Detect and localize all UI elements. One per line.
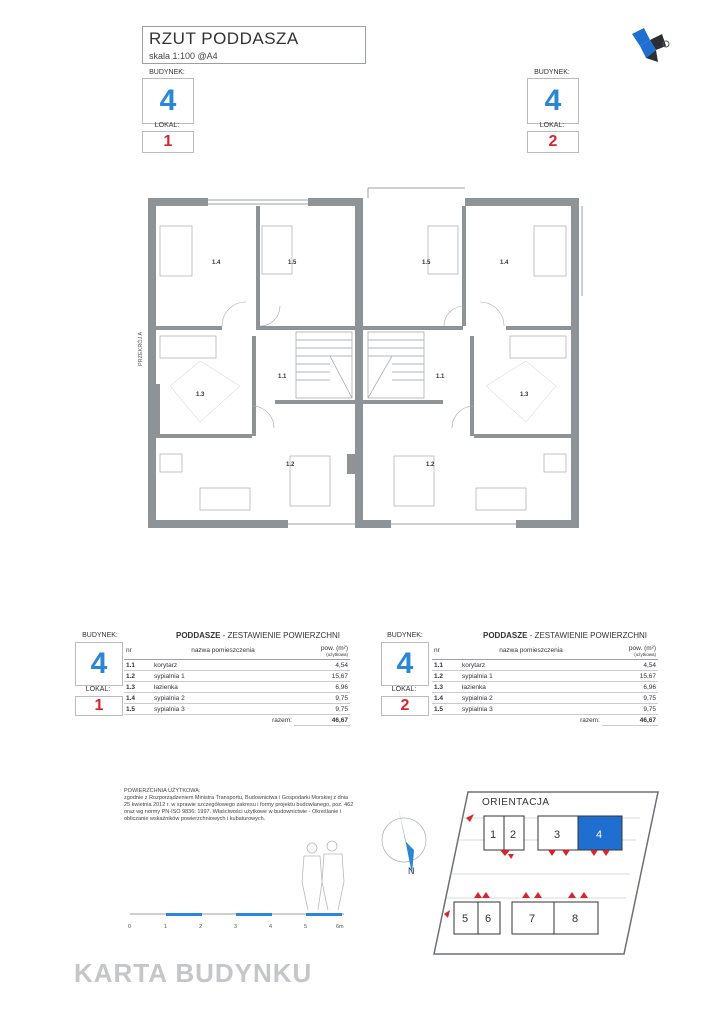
room-label: 1.3	[196, 392, 205, 398]
scale-text: skala 1:100 @A4	[149, 51, 218, 61]
table-row	[124, 682, 350, 693]
building-label: 3	[554, 829, 561, 841]
row-nr: 1.1	[124, 660, 152, 671]
lokal-number: 2	[548, 133, 558, 150]
budynek-box-top-right	[527, 78, 579, 124]
budynek-number: 4	[90, 647, 108, 680]
table-title	[176, 631, 340, 640]
row-nr: 1.3	[432, 682, 460, 693]
walls	[148, 198, 579, 528]
scale-bar	[124, 906, 350, 932]
col-header-area	[602, 642, 658, 660]
budynek-box-table-right	[381, 642, 429, 686]
lokal-number: 1	[94, 697, 104, 714]
total-row	[432, 715, 658, 726]
room-label: 1.5	[288, 260, 297, 266]
row-name: sypialnia 1	[460, 671, 602, 682]
table-row	[432, 682, 658, 693]
row-name: korytarz	[460, 660, 602, 671]
row-area: 15,67	[602, 671, 658, 682]
row-area: 9,75	[294, 693, 350, 704]
row-area: 6,96	[602, 682, 658, 693]
lokal-number: 1	[163, 133, 173, 150]
note-body: zgodnie z Rozporządzeniem Ministra Transportu, Budownictwa i Gospodarki Morskiej z dnia 25 kwietnia 2012 r. w sprawie szczegółowego zakresu i formy projektu budowlanego, poz. 462 oraz wg normy PN-ISO 9836: 1997. Właściwości użytkowe w budownictwie - Określanie i obliczanie wskaźników powierzchniowych i kubaturowych.	[124, 795, 354, 822]
table-row	[124, 693, 350, 704]
logo	[628, 24, 672, 68]
col-header-name: nazwa pomieszczenia	[460, 642, 602, 660]
scale-tick: 1	[164, 924, 168, 930]
total-row	[124, 715, 350, 726]
budynek-box-top-left	[142, 78, 194, 124]
note-heading: POWIERZCHNIA UŻYTKOWA:	[124, 788, 201, 794]
building-label: 1	[490, 829, 497, 841]
floor-plan	[130, 186, 596, 546]
people-silhouette	[296, 840, 350, 912]
lokal-label-table-left: LOKAL:	[85, 686, 111, 693]
row-name: łazienka	[152, 682, 294, 693]
budynek-label-top-left: BUDYNEK:	[149, 69, 185, 76]
room-label: 1.1	[278, 374, 287, 380]
orientation-title: ORIENTACJA	[482, 797, 550, 808]
room-label: 1.4	[500, 260, 509, 266]
table-row	[124, 660, 350, 671]
scale-tick: 6m	[336, 924, 344, 930]
building-label: 6	[485, 913, 492, 925]
budynek-box-table-left	[75, 642, 123, 686]
row-name: sypialnia 3	[152, 704, 294, 715]
table-title-rest: - ZESTAWIENIE POWIERZCHNI	[220, 631, 341, 640]
compass-letter: N	[408, 866, 415, 876]
area-table-left	[124, 642, 350, 726]
building-label: 5	[462, 913, 469, 925]
col-header-area	[294, 642, 350, 660]
row-name: sypialnia 2	[152, 693, 294, 704]
row-name: sypialnia 1	[152, 671, 294, 682]
budynek-number: 4	[544, 84, 562, 117]
page-title: RZUT PODDASZA	[149, 29, 299, 48]
area-table-right	[432, 642, 658, 726]
budynek-number: 4	[159, 84, 177, 117]
scale-tick: 3	[234, 924, 238, 930]
lokal-label-table-right: LOKAL:	[391, 686, 417, 693]
room-label: 1.4	[212, 260, 221, 266]
room-label: 1.2	[426, 462, 435, 468]
table-title-rest: - ZESTAWIENIE POWIERZCHNI	[527, 631, 648, 640]
total-value: 46,67	[294, 715, 350, 726]
lokal-label-top-right: LOKAL:	[539, 122, 565, 129]
lokal-box-table-right	[381, 696, 429, 716]
row-nr: 1.4	[124, 693, 152, 704]
table-row	[432, 660, 658, 671]
building-label: 8	[572, 913, 579, 925]
title-box	[142, 26, 366, 64]
table-title	[483, 631, 647, 640]
people-icon	[296, 840, 350, 912]
row-area: 4,54	[602, 660, 658, 671]
row-nr: 1.2	[432, 671, 460, 682]
room-label: 1.3	[520, 392, 529, 398]
row-nr: 1.1	[432, 660, 460, 671]
orientation-map	[430, 788, 670, 958]
row-nr: 1.4	[432, 693, 460, 704]
row-area: 15,67	[294, 671, 350, 682]
row-area: 4,54	[294, 660, 350, 671]
row-name: sypialnia 3	[460, 704, 602, 715]
budynek-label-top-right: BUDYNEK:	[534, 69, 570, 76]
compass-icon	[376, 800, 436, 880]
table-title-bold: PODDASZE	[483, 631, 528, 640]
table-row	[124, 671, 350, 682]
lokal-box-table-left	[75, 696, 123, 716]
row-area: 9,75	[294, 704, 350, 715]
col-area-label: pow. (m²)	[628, 644, 656, 652]
room-label: 1.5	[422, 260, 431, 266]
row-nr: 1.3	[124, 682, 152, 693]
col-area-sub: (użytkowa)	[326, 651, 348, 657]
logo-mark	[628, 24, 672, 68]
footer-title: KARTA BUDYNKU	[74, 958, 313, 988]
col-header-name: nazwa pomieszczenia	[152, 642, 294, 660]
lokal-number: 2	[400, 697, 410, 714]
building-label: 4	[596, 829, 603, 841]
area-note	[124, 788, 354, 823]
row-nr: 1.2	[124, 671, 152, 682]
scale-tick: 4	[269, 924, 273, 930]
scale-tick: 2	[199, 924, 203, 930]
budynek-label-table-left: BUDYNEK:	[82, 632, 118, 639]
budynek-number: 4	[396, 647, 414, 680]
lokal-label-top-left: LOKAL:	[154, 122, 180, 129]
table-row	[432, 693, 658, 704]
table-title-bold: PODDASZE	[176, 631, 221, 640]
budynek-label-table-right: BUDYNEK:	[387, 632, 423, 639]
total-label: razem:	[580, 716, 600, 724]
table-row	[432, 704, 658, 715]
col-area-sub: (użytkowa)	[634, 651, 656, 657]
compass	[376, 800, 436, 880]
room-label: 1.1	[436, 374, 445, 380]
row-area: 9,75	[602, 704, 658, 715]
row-area: 6,96	[294, 682, 350, 693]
row-name: korytarz	[152, 660, 294, 671]
room-label: 1.2	[286, 462, 295, 468]
col-header-nr: nr	[432, 642, 460, 660]
section-mark: PRZEKRÓJ A	[138, 331, 144, 366]
building-label: 2	[510, 829, 517, 841]
table-row	[124, 704, 350, 715]
row-name: łazienka	[460, 682, 602, 693]
row-name: sypialnia 2	[460, 693, 602, 704]
scale-tick: 0	[128, 924, 132, 930]
row-nr: 1.5	[432, 704, 460, 715]
row-area: 9,75	[602, 693, 658, 704]
lokal-box-top-right	[527, 131, 579, 153]
col-header-nr: nr	[124, 642, 152, 660]
lokal-box-top-left	[142, 131, 194, 153]
total-value: 46,67	[602, 715, 658, 726]
total-label: razem:	[272, 716, 292, 724]
scale-tick: 5	[304, 924, 308, 930]
table-row	[432, 671, 658, 682]
row-nr: 1.5	[124, 704, 152, 715]
col-area-label: pow. (m²)	[320, 644, 348, 652]
building-label: 7	[529, 913, 536, 925]
